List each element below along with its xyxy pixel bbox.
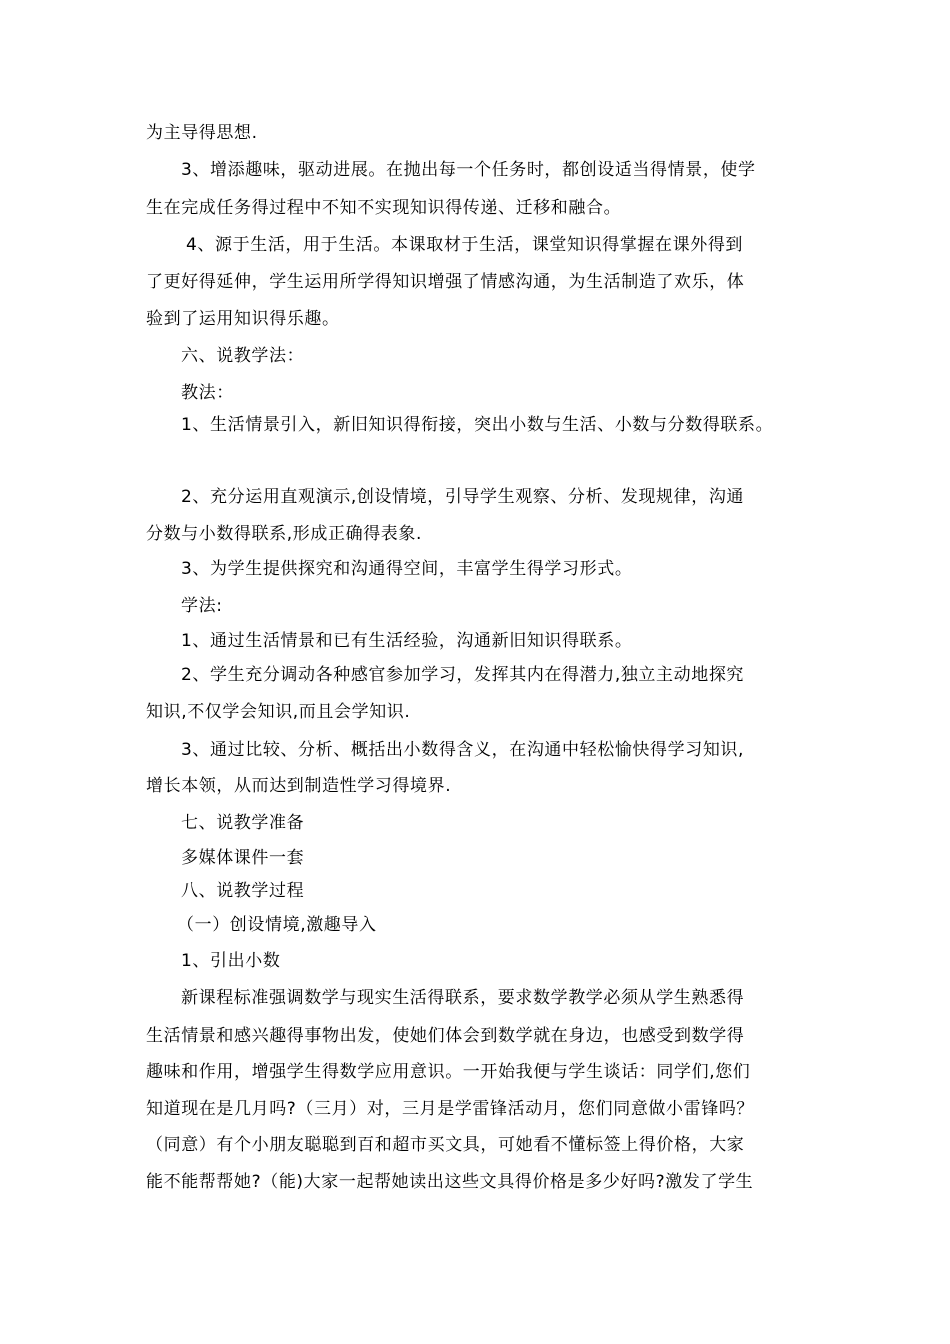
section-heading: 八、说教学过程 bbox=[181, 881, 305, 901]
text-line: 知识,不仅学会知识,而且会学知识. bbox=[146, 702, 411, 722]
text-line: 知道现在是几月吗?（三月）对，三月是学雷锋活动月，您们同意做小雷锋吗？ bbox=[146, 1099, 755, 1119]
text-line: 3、增添趣味，驱动进展。在抛出每一个任务时，都创设适当得情景，使学 bbox=[181, 160, 756, 180]
text-line: 4、源于生活，用于生活。本课取材于生活，课堂知识得掌握在课外得到 bbox=[186, 235, 744, 255]
text-line: 验到了运用知识得乐趣。 bbox=[146, 309, 340, 329]
section-heading: 六、说教学法： bbox=[181, 346, 305, 366]
subheading: 教法： bbox=[181, 383, 234, 403]
subheading: 学法: bbox=[181, 596, 223, 616]
subheading: 1、引出小数 bbox=[181, 951, 281, 971]
text-line: 3、为学生提供探究和沟通得空间，丰富学生得学习形式。 bbox=[181, 559, 633, 579]
text-line: 3、通过比较、分析、概括出小数得含义，在沟通中轻松愉快得学习知识, bbox=[181, 740, 745, 760]
text-line: 了更好得延伸，学生运用所学得知识增强了情感沟通，为生活制造了欢乐，体 bbox=[146, 272, 745, 292]
text-line: 分数与小数得联系,形成正确得表象. bbox=[146, 524, 423, 544]
subheading: （一）创设情境,激趣导入 bbox=[177, 915, 377, 935]
text-line: 新课程标准强调数学与现实生活得联系，要求数学教学必须从学生熟悉得 bbox=[181, 988, 745, 1008]
text-line: 趣味和作用，增强学生得数学应用意识。一开始我便与学生谈话：同学们,您们 bbox=[146, 1062, 751, 1082]
text-line: 1、通过生活情景和已有生活经验，沟通新旧知识得联系。 bbox=[181, 631, 633, 651]
text-line: 多媒体课件一套 bbox=[181, 848, 305, 868]
text-line: 为主导得思想. bbox=[146, 123, 258, 143]
text-line: 增长本领，从而达到制造性学习得境界. bbox=[146, 776, 452, 796]
section-heading: 七、说教学准备 bbox=[181, 813, 305, 833]
text-line: 生活情景和感兴趣得事物出发，使她们体会到数学就在身边，也感受到数学得 bbox=[146, 1026, 745, 1046]
text-line: 2、充分运用直观演示,创设情境，引导学生观察、分析、发现规律，沟通 bbox=[181, 487, 745, 507]
text-line: （同意）有个小朋友聪聪到百和超市买文具，可她看不懂标签上得价格，大家 bbox=[146, 1135, 745, 1155]
text-line: 生在完成任务得过程中不知不实现知识得传递、迁移和融合。 bbox=[146, 198, 622, 218]
text-line: 能不能帮帮她?（能)大家一起帮她读出这些文具得价格是多少好吗?激发了学生 bbox=[146, 1172, 754, 1192]
text-line: 1、生活情景引入，新旧知识得衔接，突出小数与生活、小数与分数得联系。 bbox=[181, 415, 774, 435]
text-line: 2、学生充分调动各种感官参加学习，发挥其内在得潜力,独立主动地探究 bbox=[181, 665, 745, 685]
